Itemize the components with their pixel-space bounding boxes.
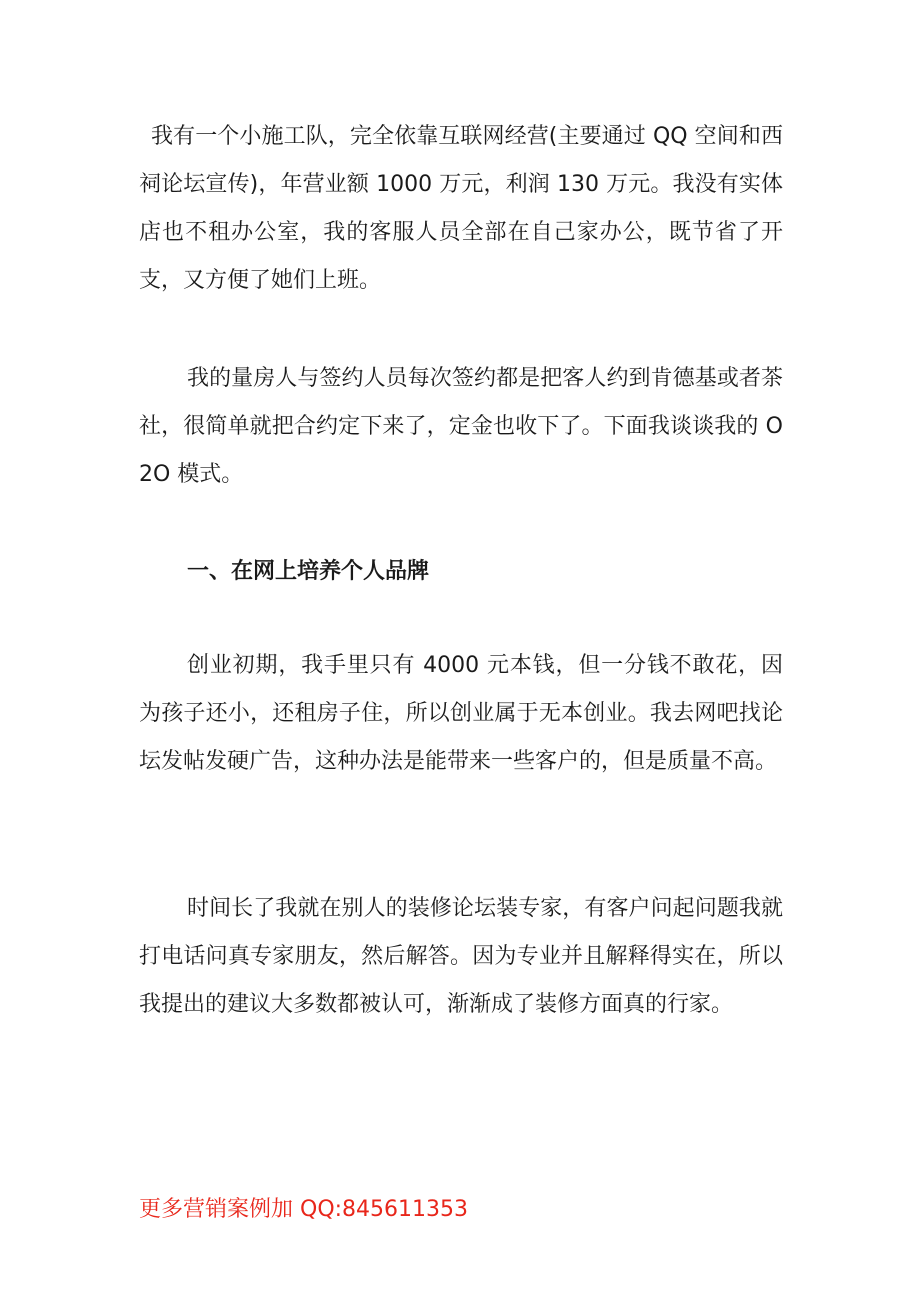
intro-paragraph: 我有一个小施工队，完全依靠互联网经营(主要通过 QQ 空间和西祠论坛宣传)，年营业额 1000 万元，利润 130 万元。我没有实体店也不租办公室，我的客服人员全部在自己家办公，既节省了开支，又方便了她们上班。 — [139, 124, 783, 293]
footer-qq: QQ:845611353 — [300, 1197, 469, 1222]
section-heading: 一、在网上培养个人品牌 — [187, 559, 430, 584]
o2o-paragraph: 我的量房人与签约人员每次签约都是把客人约到肯德基或者茶社，很简单就把合约定下来了，定金也收下了。下面我谈谈我的 O2O 模式。 — [139, 366, 783, 487]
footer-promo — [139, 1190, 468, 1230]
startup-paragraph: 创业初期，我手里只有 4000 元本钱，但一分钱不敢花，因为孩子还小，还租房子住，所以创业属于无本创业。我去网吧找论坛发帖发硬广告，这种办法是能带来一些客户的，但是质量不高。 — [139, 653, 783, 774]
footer-text: 更多营销案例加 — [139, 1197, 300, 1222]
expert-paragraph: 时间长了我就在别人的装修论坛装专家，有客户问起问题我就打电话问真专家朋友，然后解答。因为专业并且解释得实在，所以我提出的建议大多数都被认可，渐渐成了装修方面真的行家。 — [139, 896, 783, 1017]
